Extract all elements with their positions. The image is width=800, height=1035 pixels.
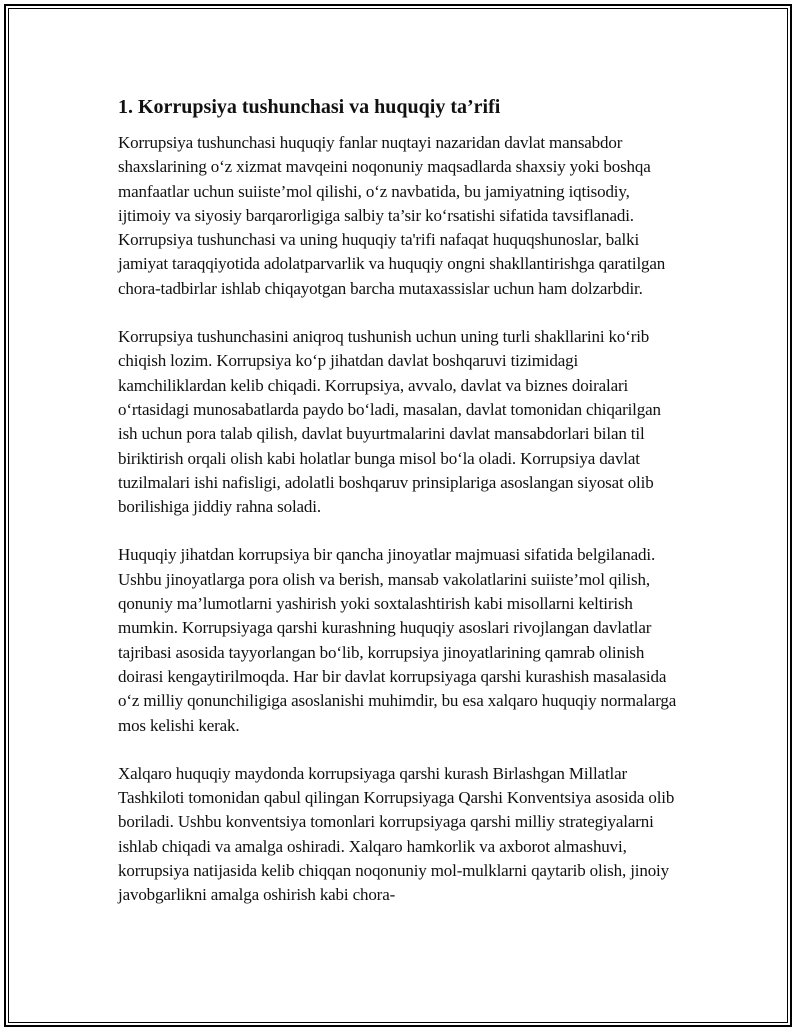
paragraph-3: Huquqiy jihatdan korrupsiya bir qancha jinoyatlar majmuasi sifatida belgilanadi. Ushbu jinoyatlarga pora olish va berish, mansab vakolatlarini suiiste’mol qilish, qonuniy ma’lumotlarni yashirish yoki soxtalashtirish kabi misollarni keltirish mumkin. Korrupsiyaga qarshi kurashning huquqiy asoslari rivojlangan davlatlar tajribasi asosida tayyorlangan bo‘lib, korrupsiya jinoyatlarining qamrab olinish doirasi kengaytirilmoqda. Har bir davlat korrupsiyaga qarshi kurashish masalasida o‘z milliy qonunchiligiga asoslanishi muhimdir, bu esa xalqaro huquqiy normalarga mos kelishi kerak. [118,545,677,735]
paragraph-4: Xalqaro huquqiy maydonda korrupsiyaga qarshi kurash Birlashgan Millatlar Tashkiloti tomonidan qabul qilingan Korrupsiyaga Qarshi Konventsiya asosida olib boriladi. Ushbu konventsiya tomonlari korrupsiyaga qarshi milliy strategiyalarni ishlab chiqadi va amalga oshiradi. Xalqaro hamkorlik va axborot almashuvi, korrupsiya natijasida kelib chiqqan noqonuniy mol-mulklarni qaytarib olish, jinoiy javobgarlikni amalga oshirish kabi chora- [118,763,675,905]
paragraph-1: Korrupsiya tushunchasi huquqiy fanlar nuqtayi nazaridan davlat mansabdor shaxslarining o‘z xizmat mavqeini noqonuniy maqsadlarda shaxsiy yoki boshqa manfaatlar uchun suiiste’mol qilishi, o‘z navbatida, bu jamiyatning iqtisodiy, ijtimoiy va siyosiy barqarorligiga salbiy ta’sir ko‘rsatishi sifatida tavsiflanadi. Korrupsiya tushunchasi va uning huquqiy ta'rifi nafaqat huquqshunoslar, balki jamiyat taraqqiyotida adolatparvarlik va huquqiy ongni shakllantirishga qaratilgan chora-tadbirlar ishlab chiqayotgan barcha mutaxassislar uchun ham dolzarbdir. [118,133,666,298]
document-body [118,93,684,932]
paragraph-2: Korrupsiya tushunchasini aniqroq tushunish uchun uning turli shakllarini ko‘rib chiqish lozim. Korrupsiya ko‘p jihatdan davlat boshqaruvi tizimidagi kamchiliklardan kelib chiqadi. Korrupsiya, avvalo, davlat va biznes doiralari o‘rtasidagi munosabatlarda paydo bo‘ladi, masalan, davlat tomonidan chiqarilgan ish uchun pora talab qilish, davlat buyurtmalarini davlat mansabdorlari bilan til biriktirish orqali olish kabi holatlar bunga misol bo‘la oladi. Korrupsiya davlat tuzilmalari ishi nafisligi, adolatli boshqaruv prinsiplariga asoslangan siyosat olib borilishiga jiddiy rahna soladi. [118,327,661,517]
section-heading: 1. Korrupsiya tushunchasi va huquqiy ta’rifi [118,96,501,118]
